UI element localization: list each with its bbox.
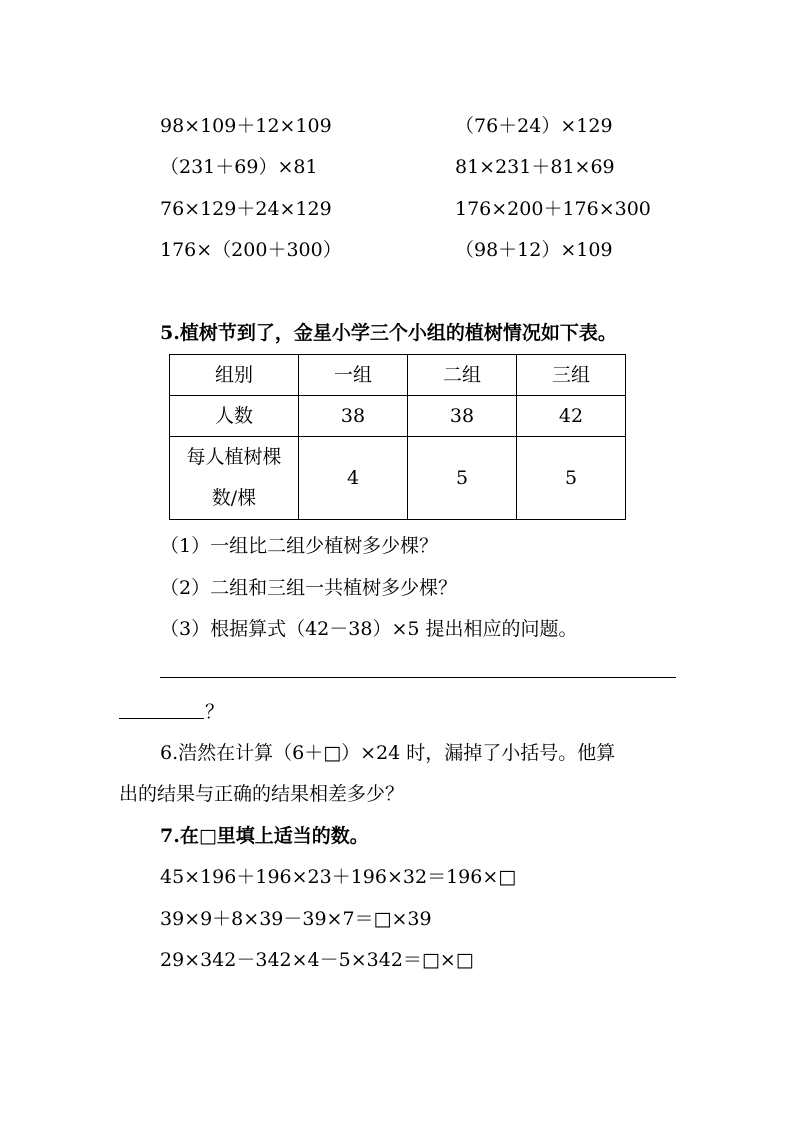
- table-cell: 42: [517, 396, 626, 437]
- tree-planting-table: [169, 354, 626, 520]
- expression-left-3: 76×129＋24×129: [160, 198, 332, 220]
- table-row-label-line: 数/棵: [211, 487, 257, 509]
- expression-right-4: （98＋12）×109: [455, 239, 613, 261]
- question-5-title: 5.植树节到了，金星小学三个小组的植树情况如下表。: [160, 322, 617, 344]
- table-header-cell: 二组: [408, 355, 517, 396]
- expression-right-3: 176×200＋176×300: [455, 198, 651, 220]
- question-6-line-1: 6.浩然在计算（6＋□）×24 时，漏掉了小括号。他算: [160, 742, 616, 764]
- table-header-cell: 三组: [517, 355, 626, 396]
- table-row: [170, 396, 626, 437]
- table-cell: 38: [299, 396, 408, 437]
- question-5-sub-1: （1）一组比二组少植树多少棵？: [160, 535, 439, 557]
- table-header-cell: 一组: [299, 355, 408, 396]
- table-row-label-line: 每人植树棵: [186, 446, 282, 468]
- question-6-line-2: 出的结果与正确的结果相差多少？: [119, 783, 405, 805]
- question-mark: ？: [205, 701, 225, 723]
- expression-right-2: 81×231＋81×69: [455, 156, 615, 178]
- table-header-cell: 组别: [170, 355, 299, 396]
- question-7-equation-1: 45×196＋196×23＋196×32＝196×□: [160, 866, 517, 888]
- table-cell: 38: [408, 396, 517, 437]
- question-7-title: 7.在□里填上适当的数。: [160, 825, 369, 847]
- question-5-sub-2: （2）二组和三组一共植树多少棵？: [160, 577, 458, 599]
- table-row-label: [170, 437, 299, 520]
- table-header-row: [170, 355, 626, 396]
- answer-line: [160, 677, 676, 678]
- question-5-sub-3: （3）根据算式（42－38）×5 提出相应的问题。: [160, 618, 578, 640]
- expression-left-4: 176×（200＋300）: [160, 239, 342, 261]
- table-cell: 5: [408, 437, 517, 520]
- expression-right-1: （76＋24）×129: [455, 115, 613, 137]
- expression-left-2: （231＋69）×81: [160, 156, 318, 178]
- table-cell: 4: [299, 437, 408, 520]
- answer-blank-line: [119, 718, 204, 719]
- question-7-equation-3: 29×342－342×4－5×342＝□×□: [160, 949, 474, 971]
- expression-left-1: 98×109＋12×109: [160, 115, 332, 137]
- table-row-label: 人数: [170, 396, 299, 437]
- table-cell: 5: [517, 437, 626, 520]
- question-7-equation-2: 39×9＋8×39－39×7＝□×39: [160, 908, 432, 930]
- table-row: [170, 437, 626, 520]
